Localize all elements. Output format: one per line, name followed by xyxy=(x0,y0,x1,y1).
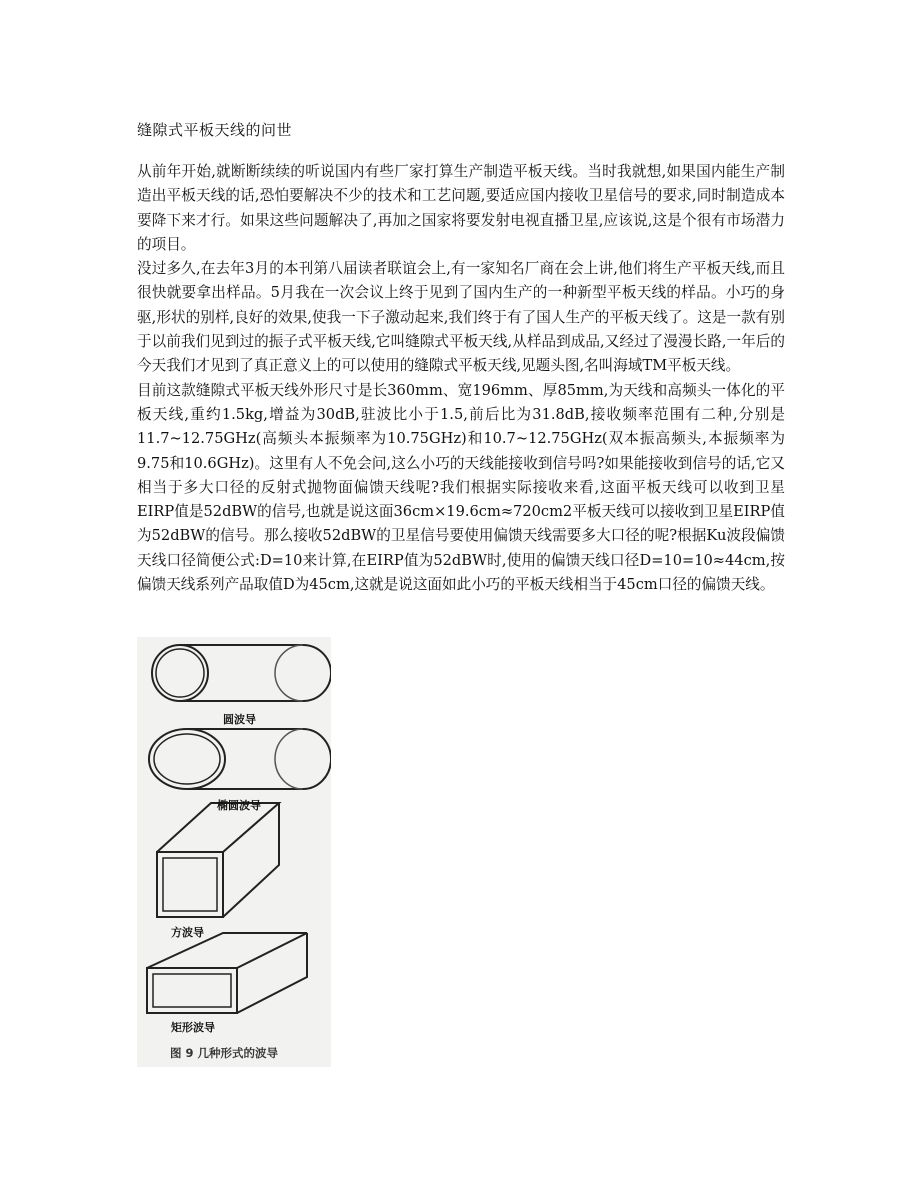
waveguide-drawings xyxy=(137,637,331,1067)
circular-waveguide-label: 圆波导 xyxy=(223,713,256,726)
article-title: 缝隙式平板天线的问世 xyxy=(137,121,293,139)
elliptical-waveguide-drawing xyxy=(149,729,331,789)
paragraph-3: 目前这款缝隙式平板天线外形尺寸是长360mm、宽196mm、厚85mm,为天线和高频头一体化的平板天线,重约1.5kg,增益为30dB,驻波比小于1.5,前后比为31.8dB,接收频率范围有二种,分别是11.7~12.75GHz(高频头本振频率为10.75GHz)和10.7~12.75GHz(双本振高频头,本振频率为9.75和10.6GHz)。这里有人不免会问,这么小巧的天线能接收到信号吗?如果能接收到信号的话,它又相当于多大口径的反射式抛物面偏馈天线呢?我们根据实际接收来看,这面平板天线可以收到卫星EIRP值是52dBW的信号,也就是说这面36cm×19.6cm≈720cm2平板天线可以接收到卫星EIRP值为52dBW的信号。那么接收52dBW的卫星信号要使用偏馈天线需要多大口径的呢?根据Ku波段偏馈天线口径简便公式:D=10来计算,在EIRP值为52dBW时,使用的偏馈天线口径D=10=10≈44cm,按偏馈天线系列产品取值D为45cm,这就是说这面如此小巧的平板天线相当于45cm口径的偏馈天线。 xyxy=(137,381,785,594)
elliptical-waveguide-label: 椭圆波导 xyxy=(217,799,261,812)
rectangular-waveguide-label: 矩形波导 xyxy=(171,1021,215,1034)
circular-waveguide-drawing xyxy=(152,645,331,701)
square-waveguide-label: 方波导 xyxy=(171,926,204,939)
paragraph-2: 没过多久,在去年3月的本刊第八届读者联谊会上,有一家知名厂商在会上讲,他们将生产平板天线,而且很快就要拿出样品。5月我在一次会议上终于见到了国内生产的一种新型平板天线的样品。小巧的身驱,形状的别样,良好的效果,使我一下子激动起来,我们终于有了国人生产的平板天线了。这是一款有别于以前我们见到过的振子式平板天线,它叫缝隙式平板天线,从样品到成品,又经过了漫漫长路,一年后的今天我们才见到了真正意义上的可以使用的缝隙式平板天线,见题头图,名叫海域TM平板天线。 xyxy=(137,260,785,375)
article-body xyxy=(137,160,785,597)
figure-caption: 图 9 几种形式的波导 xyxy=(170,1046,279,1060)
square-waveguide-drawing xyxy=(157,803,279,917)
paragraph-1: 从前年开始,就断断续续的听说国内有些厂家打算生产制造平板天线。当时我就想,如果国内能生产制造出平板天线的话,恐怕要解决不少的技术和工艺问题,要适应国内接收卫星信号的要求,同时制造成本要降下来才行。如果这些问题解决了,再加之国家将要发射电视直播卫星,应该说,这是个很有市场潜力的项目。 xyxy=(137,163,785,253)
rectangular-waveguide-drawing xyxy=(147,933,307,1013)
waveguide-figure xyxy=(137,637,331,1067)
